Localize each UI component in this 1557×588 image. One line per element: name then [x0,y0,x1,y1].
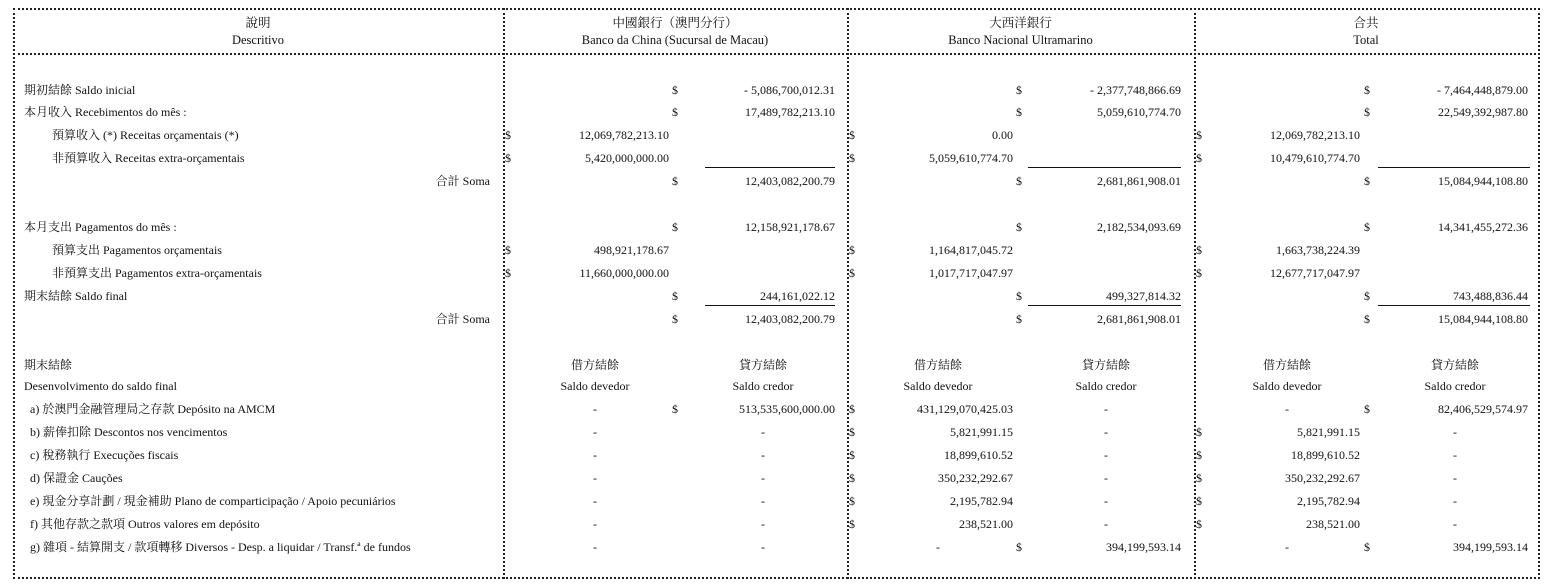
development-title-zh: 期末結餘 [24,358,73,372]
bc-dev: - [593,517,597,531]
header-bc-zh: 中國銀行（澳門分行） [612,16,738,30]
dev-item-label: g) 雜項 - 結算開支 / 款項轉移 Diversos - Desp. a liquidar / Transf.ª de fundos [30,540,411,554]
bottom-border [13,577,1540,579]
header-descritivo-pt: Descritivo [231,33,285,47]
header-total-zh: 合共 [1353,16,1379,30]
total-pagamentos-orcamentais: 1,663,738,224.39 [1276,243,1360,257]
dollar-sign: $ [849,425,855,439]
dollar-sign: $ [1016,83,1022,97]
bc-dev: - [593,540,597,554]
bc-soma: 12,403,082,200.79 [745,174,835,188]
bnu-pagamentos-extra: 1,017,717,047.97 [929,266,1013,280]
dollar-sign: $ [672,402,678,416]
row-saldo-final-label: 期末結餘 Saldo final [24,289,128,303]
bnu-cred: - [1104,402,1108,416]
tot-cred: - [1453,494,1457,508]
dev-item-label: d) 保證金 Cauções [30,471,123,485]
row-pagamentos-orcamentais-label: 預算支出 Pagamentos orçamentais [52,243,222,257]
tot-cred: - [1453,448,1457,462]
bnu-credit-header-zh: 貸方結餘 [1081,358,1130,372]
row-saldo-inicial-label: 期初結餘 Saldo inicial [24,83,136,97]
header-divider [13,53,1540,55]
total-receitas-extra: 10,479,610,774.70 [1270,151,1360,165]
bc-dev: - [593,494,597,508]
bc-debit-header-pt: Saldo devedor [560,379,630,393]
bc-credit-header-pt: Saldo credor [732,379,794,393]
dollar-sign: $ [505,266,511,280]
row-pagamentos-extra-label: 非預算支出 Pagamentos extra-orçamentais [52,266,262,280]
bc-soma: 12,403,082,200.79 [745,312,835,326]
total-pagamentos-extra: 12,677,717,047.97 [1270,266,1360,280]
bc-pagamentos-orcamentais: 498,921,178.67 [594,243,669,257]
bc-pagamentos: 12,158,921,178.67 [745,220,835,234]
header-descritivo-zh: 說明 [245,16,271,30]
dollar-sign: $ [505,128,511,142]
dollar-sign: $ [1016,540,1022,554]
dollar-sign: $ [1196,151,1202,165]
total-receitas-orcamentais: 12,069,782,213.10 [1270,128,1360,142]
bnu-recebimentos: 5,059,610,774.70 [1097,105,1181,119]
tot-dev: 238,521.00 [1306,517,1360,531]
total-soma: 15,084,944,108.80 [1438,174,1528,188]
total-recebimentos: 22,549,392,987.80 [1438,105,1528,119]
bc-cred: - [761,494,765,508]
row-receitas-orcamentais-label: 預算收入 (*) Receitas orçamentais (*) [52,128,239,142]
tot-cred: - [1453,517,1457,531]
header-total-pt: Total [1353,33,1379,47]
dollar-sign: $ [1364,540,1370,554]
bc-debit-header-zh: 借方結餘 [570,358,619,372]
tot-dev: 5,821,991.15 [1297,425,1360,439]
dollar-sign: $ [1364,220,1370,234]
dollar-sign: $ [672,312,678,326]
dollar-sign: $ [849,243,855,257]
dev-item-label: f) 其他存款之款項 Outros valores em depósito [30,517,260,531]
row-soma-label: 合計 Soma [435,174,490,188]
dollar-sign: $ [1196,266,1202,280]
bnu-cred: 394,199,593.14 [1106,540,1181,554]
dollar-sign: $ [1364,312,1370,326]
row-receitas-extra-label: 非預算收入 Receitas extra-orçamentais [52,151,245,165]
development-title-pt: Desenvolvimento do saldo final [24,379,177,393]
total-pagamentos: 14,341,455,272.36 [1438,220,1528,234]
right-border [1538,8,1540,579]
dollar-sign: $ [1016,289,1022,303]
dollar-sign: $ [1016,220,1022,234]
dollar-sign: $ [1196,243,1202,257]
bc-cred: - [761,425,765,439]
bnu-dev: - [936,540,940,554]
dollar-sign: $ [849,151,855,165]
top-border [13,8,1540,10]
bc-dev: - [593,471,597,485]
dollar-sign: $ [1364,83,1370,97]
tot-dev: - [1285,402,1289,416]
total-credit-header-zh: 貸方結餘 [1430,358,1479,372]
dollar-sign: $ [849,128,855,142]
dollar-sign: $ [1196,425,1202,439]
dollar-sign: $ [1196,494,1202,508]
tot-cred: - [1453,425,1457,439]
bnu-cred: - [1104,471,1108,485]
left-border [13,8,15,579]
bc-credit-header-zh: 貸方結餘 [738,358,787,372]
dollar-sign: $ [672,174,678,188]
bnu-dev: 238,521.00 [959,517,1013,531]
bnu-dev: 5,821,991.15 [950,425,1013,439]
tot-cred: 82,406,529,574.97 [1438,402,1528,416]
bc-receitas-orcamentais: 12,069,782,213.10 [579,128,669,142]
tot-dev: - [1285,540,1289,554]
dollar-sign: $ [849,402,855,416]
bnu-dev: 18,899,610.52 [944,448,1013,462]
subtotal-rule [705,167,835,168]
total-soma: 15,084,944,108.80 [1438,312,1528,326]
bc-cred: - [761,471,765,485]
column-divider-bc [503,8,505,579]
dollar-sign: $ [1196,448,1202,462]
bnu-credit-header-pt: Saldo credor [1075,379,1137,393]
total-saldo-final: 743,488,836.44 [1453,289,1528,303]
dollar-sign: $ [1364,402,1370,416]
bc-receitas-extra: 5,420,000,000.00 [585,151,669,165]
dev-item-label: a) 於澳門金融管理局之存款 Depósito na AMCM [30,402,276,416]
tot-dev: 350,232,292.67 [1285,471,1360,485]
dollar-sign: $ [1016,312,1022,326]
tot-dev: 2,195,782.94 [1297,494,1360,508]
header-bnu-pt: Banco Nacional Ultramarino [948,33,1093,47]
dollar-sign: $ [505,243,511,257]
bnu-pagamentos-orcamentais: 1,164,817,045.72 [929,243,1013,257]
dollar-sign: $ [672,220,678,234]
bnu-cred: - [1104,425,1108,439]
bc-saldo-inicial: - 5,086,700,012.31 [744,83,835,97]
bnu-receitas-extra: 5,059,610,774.70 [929,151,1013,165]
row-pagamentos-label: 本月支出 Pagamentos do mês : [24,220,177,234]
dollar-sign: $ [1196,471,1202,485]
row-soma-label: 合計 Soma [435,312,490,326]
bnu-pagamentos: 2,182,534,093.69 [1097,220,1181,234]
header-bnu-zh: 大西洋銀行 [989,16,1052,30]
total-saldo-inicial: - 7,464,448,879.00 [1437,83,1528,97]
bc-dev: - [593,448,597,462]
dev-item-label: e) 現金分享計劃 / 現金補助 Plano de comparticipação / Apoio pecuniários [30,494,396,508]
dollar-sign: $ [849,494,855,508]
dollar-sign: $ [1196,517,1202,531]
bnu-cred: - [1104,494,1108,508]
bnu-debit-header-zh: 借方結餘 [913,358,962,372]
tot-dev: 18,899,610.52 [1291,448,1360,462]
bnu-soma: 2,681,861,908.01 [1097,174,1181,188]
dollar-sign: $ [1196,128,1202,142]
total-credit-header-pt: Saldo credor [1424,379,1486,393]
bc-recebimentos: 17,489,782,213.10 [745,105,835,119]
dollar-sign: $ [672,289,678,303]
bc-cred: - [761,448,765,462]
bc-dev: - [593,425,597,439]
header-bc-pt: Banco da China (Sucursal de Macau) [581,33,769,47]
subtotal-rule [1028,167,1181,168]
bnu-dev: 431,129,070,425.03 [917,402,1013,416]
dollar-sign: $ [849,471,855,485]
subtotal-rule [1028,305,1181,306]
dollar-sign: $ [1364,289,1370,303]
total-debit-header-zh: 借方結餘 [1262,358,1311,372]
bnu-debit-header-pt: Saldo devedor [903,379,973,393]
bc-cred: 513,535,600,000.00 [739,402,835,416]
bnu-dev: 2,195,782.94 [950,494,1013,508]
bc-cred: - [761,517,765,531]
bnu-saldo-inicial: - 2,377,748,866.69 [1090,83,1181,97]
subtotal-rule [1378,167,1530,168]
dollar-sign: $ [672,83,678,97]
bnu-cred: - [1104,517,1108,531]
bnu-soma: 2,681,861,908.01 [1097,312,1181,326]
dollar-sign: $ [1364,105,1370,119]
row-recebimentos-label: 本月收入 Recebimentos do mês : [24,105,187,119]
bnu-dev: 350,232,292.67 [938,471,1013,485]
dev-item-label: b) 薪俸扣除 Descontos nos vencimentos [30,425,228,439]
dollar-sign: $ [1016,174,1022,188]
bc-cred: - [761,540,765,554]
dollar-sign: $ [849,517,855,531]
total-debit-header-pt: Saldo devedor [1252,379,1322,393]
tot-cred: - [1453,471,1457,485]
tot-cred: 394,199,593.14 [1453,540,1528,554]
dollar-sign: $ [1364,174,1370,188]
subtotal-rule [1378,305,1530,306]
bc-dev: - [593,402,597,416]
subtotal-rule [705,305,835,306]
bc-saldo-final: 244,161,022.12 [760,289,835,303]
dollar-sign: $ [849,448,855,462]
dollar-sign: $ [1016,105,1022,119]
dollar-sign: $ [505,151,511,165]
dollar-sign: $ [849,266,855,280]
dev-item-label: c) 稅務執行 Execuções fiscais [30,448,179,462]
bnu-receitas-orcamentais: 0.00 [992,128,1013,142]
dollar-sign: $ [672,105,678,119]
bnu-cred: - [1104,448,1108,462]
bnu-saldo-final: 499,327,814.32 [1106,289,1181,303]
bc-pagamentos-extra: 11,660,000,000.00 [579,266,669,280]
